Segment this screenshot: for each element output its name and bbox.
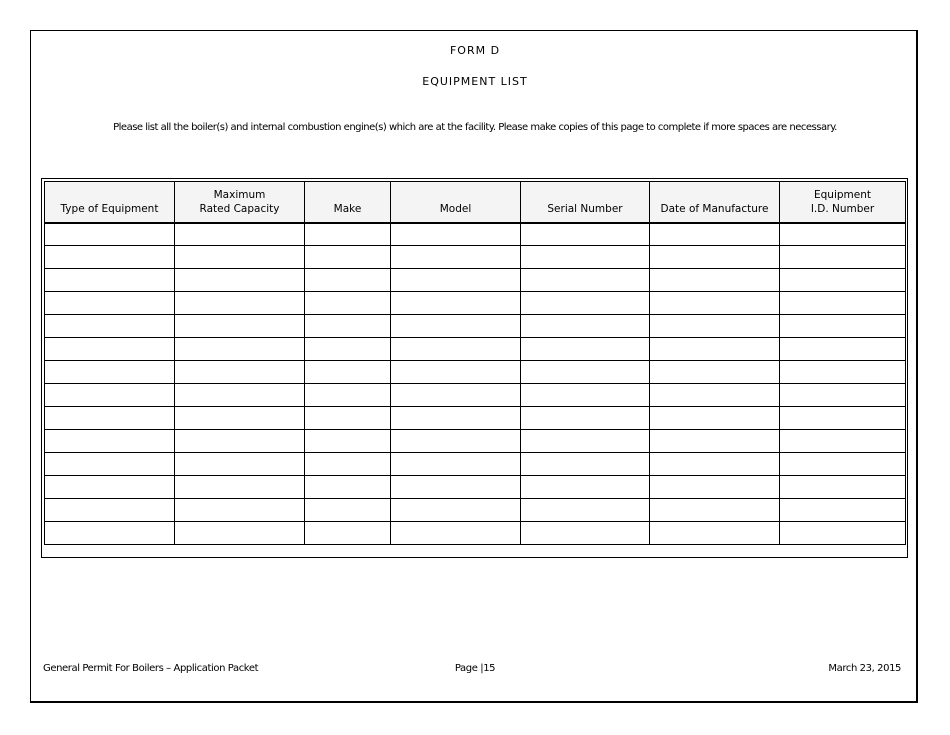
- cell-maximum-rated-capacity[interactable]: [175, 223, 305, 246]
- cell-serial-number[interactable]: [521, 292, 650, 315]
- cell-equipment-id-number[interactable]: [780, 407, 906, 430]
- footer-page-number: Page |15: [454, 663, 496, 674]
- header-serial-number: [521, 182, 650, 223]
- form-code: FORM D: [449, 44, 501, 57]
- cell-equipment-id-number[interactable]: [780, 384, 906, 407]
- header-line2: Type of Equipment: [60, 202, 159, 215]
- table-row: [45, 407, 906, 430]
- cell-make[interactable]: [305, 269, 391, 292]
- form-instructions: Please list all the boiler(s) and internal combustion engine(s) which are at the facility. Please make copies of this page to complete if more spaces are necessary.: [113, 122, 837, 133]
- cell-model[interactable]: [391, 453, 521, 476]
- cell-serial-number[interactable]: [521, 338, 650, 361]
- cell-model[interactable]: [391, 338, 521, 361]
- table-row: [45, 522, 906, 545]
- equipment-table-frame: [41, 178, 908, 558]
- table-row: [45, 269, 906, 292]
- header-line2: Rated Capacity: [199, 202, 280, 215]
- cell-type-of-equipment[interactable]: [45, 499, 175, 522]
- cell-date-of-manufacture[interactable]: [650, 223, 780, 246]
- cell-serial-number[interactable]: [521, 246, 650, 269]
- cell-maximum-rated-capacity[interactable]: [175, 384, 305, 407]
- cell-date-of-manufacture[interactable]: [650, 430, 780, 453]
- table-row: [45, 384, 906, 407]
- table-row: [45, 315, 906, 338]
- header-line2: Date of Manufacture: [660, 202, 769, 215]
- cell-serial-number[interactable]: [521, 269, 650, 292]
- cell-maximum-rated-capacity[interactable]: [175, 292, 305, 315]
- cell-type-of-equipment[interactable]: [45, 223, 175, 246]
- cell-maximum-rated-capacity[interactable]: [175, 522, 305, 545]
- cell-model[interactable]: [391, 269, 521, 292]
- cell-serial-number[interactable]: [521, 223, 650, 246]
- cell-date-of-manufacture[interactable]: [650, 292, 780, 315]
- cell-equipment-id-number[interactable]: [780, 246, 906, 269]
- cell-serial-number[interactable]: [521, 476, 650, 499]
- cell-maximum-rated-capacity[interactable]: [175, 315, 305, 338]
- table-row: [45, 361, 906, 384]
- cell-date-of-manufacture[interactable]: [650, 384, 780, 407]
- header-maximum-rated-capacity: [175, 182, 305, 223]
- header-line2: Model: [439, 202, 472, 215]
- cell-model[interactable]: [391, 223, 521, 246]
- cell-model[interactable]: [391, 407, 521, 430]
- table-row: [45, 292, 906, 315]
- cell-equipment-id-number[interactable]: [780, 430, 906, 453]
- cell-date-of-manufacture[interactable]: [650, 246, 780, 269]
- equipment-table-body: [45, 223, 906, 545]
- table-row: [45, 453, 906, 476]
- cell-equipment-id-number[interactable]: [780, 269, 906, 292]
- cell-type-of-equipment[interactable]: [45, 246, 175, 269]
- header-line2: I.D. Number: [810, 202, 875, 215]
- cell-maximum-rated-capacity[interactable]: [175, 407, 305, 430]
- table-row: [45, 499, 906, 522]
- cell-model[interactable]: [391, 315, 521, 338]
- cell-model[interactable]: [391, 292, 521, 315]
- cell-serial-number[interactable]: [521, 522, 650, 545]
- cell-type-of-equipment[interactable]: [45, 453, 175, 476]
- cell-serial-number[interactable]: [521, 499, 650, 522]
- cell-model[interactable]: [391, 499, 521, 522]
- header-line2: Make: [333, 202, 362, 215]
- cell-model[interactable]: [391, 476, 521, 499]
- cell-equipment-id-number[interactable]: [780, 223, 906, 246]
- cell-make[interactable]: [305, 476, 391, 499]
- cell-date-of-manufacture[interactable]: [650, 338, 780, 361]
- cell-model[interactable]: [391, 361, 521, 384]
- cell-date-of-manufacture[interactable]: [650, 453, 780, 476]
- table-row: [45, 476, 906, 499]
- header-type-of-equipment: [45, 182, 175, 223]
- header-line1: Maximum: [213, 188, 266, 201]
- cell-equipment-id-number[interactable]: [780, 338, 906, 361]
- cell-model[interactable]: [391, 430, 521, 453]
- cell-serial-number[interactable]: [521, 407, 650, 430]
- header-make: [305, 182, 391, 223]
- cell-make[interactable]: [305, 223, 391, 246]
- cell-make[interactable]: [305, 315, 391, 338]
- cell-maximum-rated-capacity[interactable]: [175, 269, 305, 292]
- cell-date-of-manufacture[interactable]: [650, 499, 780, 522]
- cell-type-of-equipment[interactable]: [45, 338, 175, 361]
- header-line1: Equipment: [814, 188, 871, 201]
- cell-date-of-manufacture[interactable]: [650, 476, 780, 499]
- cell-type-of-equipment[interactable]: [45, 292, 175, 315]
- cell-maximum-rated-capacity[interactable]: [175, 246, 305, 269]
- equipment-list-table: [44, 181, 906, 545]
- footer-date: March 23, 2015: [828, 663, 901, 674]
- cell-serial-number[interactable]: [521, 453, 650, 476]
- cell-equipment-id-number[interactable]: [780, 453, 906, 476]
- cell-equipment-id-number[interactable]: [780, 522, 906, 545]
- cell-type-of-equipment[interactable]: [45, 315, 175, 338]
- cell-make[interactable]: [305, 453, 391, 476]
- cell-date-of-manufacture[interactable]: [650, 407, 780, 430]
- cell-type-of-equipment[interactable]: [45, 430, 175, 453]
- table-header-row: [45, 182, 906, 223]
- cell-maximum-rated-capacity[interactable]: [175, 453, 305, 476]
- cell-serial-number[interactable]: [521, 384, 650, 407]
- cell-make[interactable]: [305, 384, 391, 407]
- table-row: [45, 430, 906, 453]
- cell-date-of-manufacture[interactable]: [650, 315, 780, 338]
- cell-maximum-rated-capacity[interactable]: [175, 476, 305, 499]
- cell-maximum-rated-capacity[interactable]: [175, 361, 305, 384]
- cell-serial-number[interactable]: [521, 361, 650, 384]
- cell-model[interactable]: [391, 522, 521, 545]
- cell-maximum-rated-capacity[interactable]: [175, 338, 305, 361]
- cell-model[interactable]: [391, 246, 521, 269]
- header-date-of-manufacture: [650, 182, 780, 223]
- cell-equipment-id-number[interactable]: [780, 476, 906, 499]
- cell-make[interactable]: [305, 499, 391, 522]
- cell-type-of-equipment[interactable]: [45, 476, 175, 499]
- table-row: [45, 338, 906, 361]
- cell-make[interactable]: [305, 292, 391, 315]
- form-title: EQUIPMENT LIST: [422, 75, 528, 88]
- cell-type-of-equipment[interactable]: [45, 407, 175, 430]
- cell-maximum-rated-capacity[interactable]: [175, 499, 305, 522]
- cell-make[interactable]: [305, 338, 391, 361]
- cell-date-of-manufacture[interactable]: [650, 361, 780, 384]
- cell-date-of-manufacture[interactable]: [650, 269, 780, 292]
- cell-make[interactable]: [305, 522, 391, 545]
- cell-serial-number[interactable]: [521, 315, 650, 338]
- table-row: [45, 223, 906, 246]
- cell-type-of-equipment[interactable]: [45, 384, 175, 407]
- header-model: [391, 182, 521, 223]
- cell-make[interactable]: [305, 430, 391, 453]
- header-line2: Serial Number: [547, 202, 623, 215]
- cell-equipment-id-number[interactable]: [780, 292, 906, 315]
- cell-equipment-id-number[interactable]: [780, 499, 906, 522]
- cell-make[interactable]: [305, 246, 391, 269]
- cell-equipment-id-number[interactable]: [780, 315, 906, 338]
- cell-model[interactable]: [391, 384, 521, 407]
- cell-equipment-id-number[interactable]: [780, 361, 906, 384]
- cell-type-of-equipment[interactable]: [45, 522, 175, 545]
- cell-make[interactable]: [305, 407, 391, 430]
- cell-type-of-equipment[interactable]: [45, 269, 175, 292]
- header-equipment-id-number: [780, 182, 906, 223]
- table-row: [45, 246, 906, 269]
- cell-make[interactable]: [305, 361, 391, 384]
- cell-type-of-equipment[interactable]: [45, 361, 175, 384]
- cell-serial-number[interactable]: [521, 430, 650, 453]
- cell-maximum-rated-capacity[interactable]: [175, 430, 305, 453]
- footer-document-title: General Permit For Boilers – Application Packet: [43, 663, 259, 674]
- cell-date-of-manufacture[interactable]: [650, 522, 780, 545]
